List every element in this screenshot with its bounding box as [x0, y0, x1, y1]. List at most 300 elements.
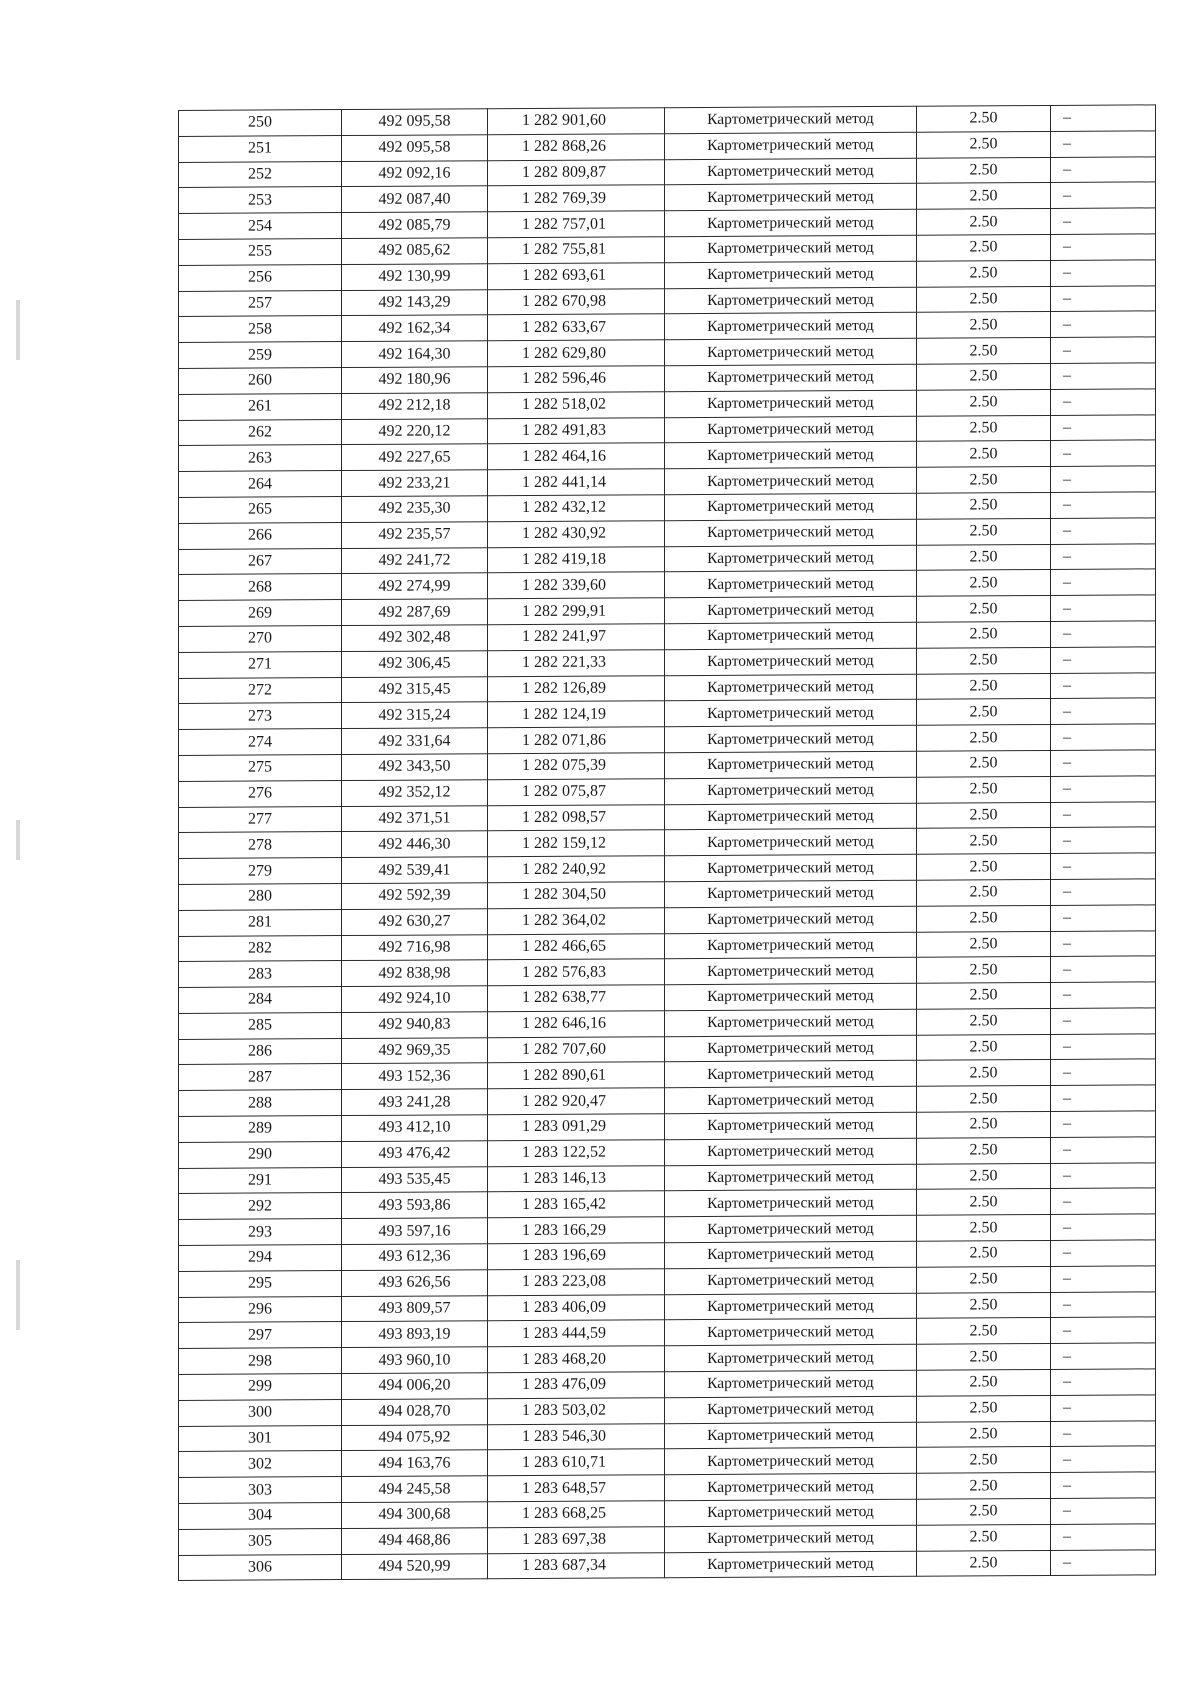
accuracy-cell: 2.50 — [917, 157, 1051, 184]
point-number-cell: 257 — [179, 290, 342, 317]
point-number-cell: 300 — [179, 1399, 342, 1426]
accuracy-cell: 2.50 — [917, 1008, 1051, 1035]
accuracy-cell: 2.50 — [917, 544, 1051, 571]
x-coordinate-cell: 493 476,42 — [342, 1141, 488, 1168]
point-number-cell: 269 — [179, 600, 342, 627]
point-number-cell: 253 — [179, 187, 342, 214]
y-coordinate-cell: 1 283 687,34 — [488, 1552, 665, 1579]
method-cell: Картометрический метод — [665, 1009, 917, 1036]
method-cell: Картометрический метод — [665, 1473, 917, 1500]
note-cell: – — [1051, 930, 1156, 956]
accuracy-cell: 2.50 — [917, 1447, 1051, 1474]
method-cell: Картометрический метод — [665, 1035, 917, 1062]
method-cell: Картометрический метод — [665, 545, 917, 572]
point-number-cell: 292 — [179, 1193, 342, 1220]
method-cell: Картометрический метод — [665, 132, 917, 159]
y-coordinate-cell: 1 282 757,01 — [488, 211, 665, 238]
note-cell: – — [1051, 1266, 1156, 1292]
x-coordinate-cell: 493 597,16 — [342, 1218, 488, 1245]
point-number-cell: 305 — [179, 1528, 342, 1555]
y-coordinate-cell: 1 283 146,13 — [488, 1165, 665, 1192]
method-cell: Картометрический метод — [665, 1293, 917, 1320]
method-cell: Картометрический метод — [665, 880, 917, 907]
accuracy-cell: 2.50 — [917, 1395, 1051, 1422]
accuracy-cell: 2.50 — [917, 1112, 1051, 1139]
accuracy-cell: 2.50 — [917, 105, 1051, 132]
y-coordinate-cell: 1 282 240,92 — [488, 856, 665, 883]
y-coordinate-cell: 1 282 075,39 — [488, 753, 665, 780]
x-coordinate-cell: 493 809,57 — [342, 1295, 488, 1322]
y-coordinate-cell: 1 282 098,57 — [488, 804, 665, 831]
note-cell: – — [1051, 156, 1156, 182]
note-cell: – — [1051, 1034, 1156, 1060]
accuracy-cell: 2.50 — [917, 699, 1051, 726]
point-number-cell: 261 — [179, 393, 342, 420]
y-coordinate-cell: 1 282 670,98 — [488, 288, 665, 315]
note-cell: – — [1051, 1446, 1156, 1472]
accuracy-cell: 2.50 — [917, 1318, 1051, 1345]
point-number-cell: 306 — [179, 1554, 342, 1581]
coordinates-table-wrapper — [178, 104, 1155, 1581]
point-number-cell: 293 — [179, 1219, 342, 1246]
accuracy-cell: 2.50 — [917, 725, 1051, 752]
y-coordinate-cell: 1 283 122,52 — [488, 1140, 665, 1167]
x-coordinate-cell: 494 468,86 — [342, 1528, 488, 1555]
y-coordinate-cell: 1 282 638,77 — [488, 985, 665, 1012]
accuracy-cell: 2.50 — [917, 1473, 1051, 1500]
accuracy-cell: 2.50 — [917, 931, 1051, 958]
y-coordinate-cell: 1 283 406,09 — [488, 1294, 665, 1321]
accuracy-cell: 2.50 — [917, 131, 1051, 158]
accuracy-cell: 2.50 — [917, 467, 1051, 494]
x-coordinate-cell: 492 085,79 — [342, 212, 488, 239]
point-number-cell: 268 — [179, 574, 342, 601]
note-cell: – — [1051, 1421, 1156, 1447]
note-cell: – — [1051, 853, 1156, 879]
y-coordinate-cell: 1 282 466,65 — [488, 933, 665, 960]
scan-margin-mark — [16, 1260, 20, 1330]
accuracy-cell: 2.50 — [917, 1292, 1051, 1319]
x-coordinate-cell: 493 593,86 — [342, 1192, 488, 1219]
accuracy-cell: 2.50 — [917, 260, 1051, 287]
point-number-cell: 278 — [179, 832, 342, 859]
note-cell: – — [1051, 1163, 1156, 1189]
method-cell: Картометрический метод — [665, 442, 917, 469]
y-coordinate-cell: 1 282 126,89 — [488, 675, 665, 702]
x-coordinate-cell: 492 969,35 — [342, 1037, 488, 1064]
note-cell: – — [1051, 1498, 1156, 1524]
x-coordinate-cell: 492 212,18 — [342, 392, 488, 419]
point-number-cell: 270 — [179, 625, 342, 652]
method-cell: Картометрический метод — [665, 674, 917, 701]
method-cell: Картометрический метод — [665, 777, 917, 804]
x-coordinate-cell: 492 162,34 — [342, 315, 488, 342]
x-coordinate-cell: 492 180,96 — [342, 367, 488, 394]
accuracy-cell: 2.50 — [917, 854, 1051, 881]
y-coordinate-cell: 1 283 648,57 — [488, 1475, 665, 1502]
accuracy-cell: 2.50 — [917, 492, 1051, 519]
note-cell: – — [1051, 595, 1156, 621]
y-coordinate-cell: 1 282 707,60 — [488, 1036, 665, 1063]
note-cell: – — [1051, 131, 1156, 157]
method-cell: Картометрический метод — [665, 106, 917, 133]
point-number-cell: 295 — [179, 1270, 342, 1297]
note-cell: – — [1051, 956, 1156, 982]
y-coordinate-cell: 1 282 159,12 — [488, 830, 665, 857]
point-number-cell: 267 — [179, 548, 342, 575]
method-cell: Картометрический метод — [665, 1241, 917, 1268]
y-coordinate-cell: 1 282 633,67 — [488, 314, 665, 341]
y-coordinate-cell: 1 282 576,83 — [488, 959, 665, 986]
method-cell: Картометрический метод — [665, 751, 917, 778]
point-number-cell: 291 — [179, 1167, 342, 1194]
note-cell: – — [1051, 1137, 1156, 1163]
accuracy-cell: 2.50 — [917, 776, 1051, 803]
accuracy-cell: 2.50 — [917, 879, 1051, 906]
method-cell: Картометрический метод — [665, 1061, 917, 1088]
point-number-cell: 288 — [179, 1090, 342, 1117]
note-cell: – — [1051, 1008, 1156, 1034]
x-coordinate-cell: 494 028,70 — [342, 1399, 488, 1426]
method-cell: Картометрический метод — [665, 519, 917, 546]
point-number-cell: 283 — [179, 961, 342, 988]
x-coordinate-cell: 492 630,27 — [342, 908, 488, 935]
method-cell: Картометрический метод — [665, 1087, 917, 1114]
x-coordinate-cell: 492 220,12 — [342, 418, 488, 445]
x-coordinate-cell: 494 245,58 — [342, 1476, 488, 1503]
point-number-cell: 289 — [179, 1116, 342, 1143]
x-coordinate-cell: 492 592,39 — [342, 883, 488, 910]
y-coordinate-cell: 1 283 166,29 — [488, 1217, 665, 1244]
method-cell: Картометрический метод — [665, 1499, 917, 1526]
accuracy-cell: 2.50 — [917, 415, 1051, 442]
note-cell: – — [1051, 1085, 1156, 1111]
point-number-cell: 279 — [179, 858, 342, 885]
y-coordinate-cell: 1 282 920,47 — [488, 1088, 665, 1115]
accuracy-cell: 2.50 — [917, 518, 1051, 545]
note-cell: – — [1051, 801, 1156, 827]
note-cell: – — [1051, 1369, 1156, 1395]
note-cell: – — [1051, 492, 1156, 518]
x-coordinate-cell: 492 302,48 — [342, 625, 488, 652]
y-coordinate-cell: 1 283 165,42 — [488, 1191, 665, 1218]
note-cell: – — [1051, 621, 1156, 647]
y-coordinate-cell: 1 282 241,97 — [488, 624, 665, 651]
note-cell: – — [1051, 1395, 1156, 1421]
point-number-cell: 252 — [179, 161, 342, 188]
y-coordinate-cell: 1 282 124,19 — [488, 701, 665, 728]
method-cell: Картометрический метод — [665, 854, 917, 881]
point-number-cell: 271 — [179, 651, 342, 678]
y-coordinate-cell: 1 282 430,92 — [488, 520, 665, 547]
x-coordinate-cell: 494 006,20 — [342, 1373, 488, 1400]
note-cell: – — [1051, 260, 1156, 286]
point-number-cell: 262 — [179, 419, 342, 446]
method-cell: Картометрический метод — [665, 983, 917, 1010]
method-cell: Картометрический метод — [665, 1216, 917, 1243]
method-cell: Картометрический метод — [665, 1525, 917, 1552]
note-cell: – — [1051, 1111, 1156, 1137]
point-number-cell: 294 — [179, 1245, 342, 1272]
y-coordinate-cell: 1 282 868,26 — [488, 133, 665, 160]
method-cell: Картометрический метод — [665, 571, 917, 598]
x-coordinate-cell: 492 235,30 — [342, 496, 488, 523]
method-cell: Картометрический метод — [665, 287, 917, 314]
note-cell: – — [1051, 311, 1156, 337]
method-cell: Картометрический метод — [665, 1138, 917, 1165]
point-number-cell: 284 — [179, 987, 342, 1014]
method-cell: Картометрический метод — [665, 725, 917, 752]
point-number-cell: 281 — [179, 909, 342, 936]
accuracy-cell: 2.50 — [917, 1266, 1051, 1293]
y-coordinate-cell: 1 282 339,60 — [488, 572, 665, 599]
method-cell: Картометрический метод — [665, 261, 917, 288]
point-number-cell: 297 — [179, 1322, 342, 1349]
accuracy-cell: 2.50 — [917, 1137, 1051, 1164]
x-coordinate-cell: 493 893,19 — [342, 1321, 488, 1348]
accuracy-cell: 2.50 — [917, 828, 1051, 855]
x-coordinate-cell: 493 960,10 — [342, 1347, 488, 1374]
accuracy-cell: 2.50 — [917, 1344, 1051, 1371]
note-cell: – — [1051, 337, 1156, 363]
x-coordinate-cell: 492 095,58 — [342, 135, 488, 162]
note-cell: – — [1051, 285, 1156, 311]
x-coordinate-cell: 492 371,51 — [342, 805, 488, 832]
note-cell: – — [1051, 1343, 1156, 1369]
point-number-cell: 266 — [179, 522, 342, 549]
x-coordinate-cell: 492 095,58 — [342, 109, 488, 136]
y-coordinate-cell: 1 282 441,14 — [488, 469, 665, 496]
x-coordinate-cell: 492 924,10 — [342, 986, 488, 1013]
y-coordinate-cell: 1 282 646,16 — [488, 1011, 665, 1038]
accuracy-cell: 2.50 — [917, 570, 1051, 597]
method-cell: Картометрический метод — [665, 184, 917, 211]
method-cell: Картометрический метод — [665, 700, 917, 727]
accuracy-cell: 2.50 — [917, 983, 1051, 1010]
accuracy-cell: 2.50 — [917, 1086, 1051, 1113]
accuracy-cell: 2.50 — [917, 750, 1051, 777]
point-number-cell: 258 — [179, 316, 342, 343]
point-number-cell: 298 — [179, 1348, 342, 1375]
y-coordinate-cell: 1 282 769,39 — [488, 185, 665, 212]
x-coordinate-cell: 492 235,57 — [342, 521, 488, 548]
note-cell: – — [1051, 1524, 1156, 1550]
y-coordinate-cell: 1 282 221,33 — [488, 649, 665, 676]
point-number-cell: 274 — [179, 729, 342, 756]
note-cell: – — [1051, 105, 1156, 131]
point-number-cell: 282 — [179, 935, 342, 962]
x-coordinate-cell: 492 716,98 — [342, 934, 488, 961]
method-cell: Картометрический метод — [665, 235, 917, 262]
point-number-cell: 290 — [179, 1141, 342, 1168]
point-number-cell: 260 — [179, 368, 342, 395]
note-cell: – — [1051, 1292, 1156, 1318]
accuracy-cell: 2.50 — [917, 1550, 1051, 1577]
method-cell: Картометрический метод — [665, 803, 917, 830]
point-number-cell: 304 — [179, 1503, 342, 1530]
table-row — [179, 1549, 1156, 1580]
y-coordinate-cell: 1 282 075,87 — [488, 778, 665, 805]
y-coordinate-cell: 1 283 196,69 — [488, 1243, 665, 1270]
accuracy-cell: 2.50 — [917, 1189, 1051, 1216]
method-cell: Картометрический метод — [665, 622, 917, 649]
x-coordinate-cell: 492 446,30 — [342, 831, 488, 858]
method-cell: Картометрический метод — [665, 1190, 917, 1217]
y-coordinate-cell: 1 282 901,60 — [488, 108, 665, 135]
method-cell: Картометрический метод — [665, 364, 917, 391]
x-coordinate-cell: 492 315,24 — [342, 702, 488, 729]
point-number-cell: 302 — [179, 1451, 342, 1478]
y-coordinate-cell: 1 283 697,38 — [488, 1527, 665, 1554]
note-cell: – — [1051, 776, 1156, 802]
accuracy-cell: 2.50 — [917, 1034, 1051, 1061]
y-coordinate-cell: 1 283 444,59 — [488, 1320, 665, 1347]
point-number-cell: 273 — [179, 703, 342, 730]
x-coordinate-cell: 492 539,41 — [342, 857, 488, 884]
x-coordinate-cell: 493 626,56 — [342, 1270, 488, 1297]
method-cell: Картометрический метод — [665, 158, 917, 185]
point-number-cell: 285 — [179, 1012, 342, 1039]
point-number-cell: 301 — [179, 1425, 342, 1452]
point-number-cell: 296 — [179, 1296, 342, 1323]
accuracy-cell: 2.50 — [917, 312, 1051, 339]
note-cell: – — [1051, 724, 1156, 750]
note-cell: – — [1051, 1059, 1156, 1085]
x-coordinate-cell: 492 092,16 — [342, 160, 488, 187]
point-number-cell: 287 — [179, 1064, 342, 1091]
x-coordinate-cell: 492 838,98 — [342, 960, 488, 987]
method-cell: Картометрический метод — [665, 1319, 917, 1346]
accuracy-cell: 2.50 — [917, 234, 1051, 261]
y-coordinate-cell: 1 282 809,87 — [488, 159, 665, 186]
accuracy-cell: 2.50 — [917, 338, 1051, 365]
x-coordinate-cell: 492 331,64 — [342, 728, 488, 755]
method-cell: Картометрический метод — [665, 1448, 917, 1475]
note-cell: – — [1051, 414, 1156, 440]
accuracy-cell: 2.50 — [917, 1163, 1051, 1190]
method-cell: Картометрический метод — [665, 1344, 917, 1371]
x-coordinate-cell: 492 164,30 — [342, 341, 488, 368]
note-cell: – — [1051, 672, 1156, 698]
y-coordinate-cell: 1 282 464,16 — [488, 443, 665, 470]
x-coordinate-cell: 492 352,12 — [342, 779, 488, 806]
accuracy-cell: 2.50 — [917, 183, 1051, 210]
x-coordinate-cell: 493 152,36 — [342, 1063, 488, 1090]
accuracy-cell: 2.50 — [917, 1421, 1051, 1448]
note-cell: – — [1051, 1317, 1156, 1343]
accuracy-cell: 2.50 — [917, 441, 1051, 468]
y-coordinate-cell: 1 283 546,30 — [488, 1423, 665, 1450]
x-coordinate-cell: 493 241,28 — [342, 1089, 488, 1116]
x-coordinate-cell: 493 612,36 — [342, 1244, 488, 1271]
note-cell: – — [1051, 363, 1156, 389]
method-cell: Картометрический метод — [665, 958, 917, 985]
x-coordinate-cell: 492 227,65 — [342, 444, 488, 471]
point-number-cell: 250 — [179, 110, 342, 137]
point-number-cell: 275 — [179, 754, 342, 781]
point-number-cell: 255 — [179, 239, 342, 266]
scan-margin-mark — [16, 820, 20, 860]
note-cell: – — [1051, 440, 1156, 466]
coordinates-table-body — [179, 105, 1156, 1581]
y-coordinate-cell: 1 282 299,91 — [488, 598, 665, 625]
note-cell: – — [1051, 647, 1156, 673]
accuracy-cell: 2.50 — [917, 647, 1051, 674]
note-cell: – — [1051, 905, 1156, 931]
method-cell: Картометрический метод — [665, 1422, 917, 1449]
point-number-cell: 264 — [179, 471, 342, 498]
y-coordinate-cell: 1 283 610,71 — [488, 1449, 665, 1476]
point-number-cell: 251 — [179, 135, 342, 162]
x-coordinate-cell: 492 274,99 — [342, 573, 488, 600]
x-coordinate-cell: 492 315,45 — [342, 676, 488, 703]
accuracy-cell: 2.50 — [917, 596, 1051, 623]
method-cell: Картометрический метод — [665, 467, 917, 494]
note-cell: – — [1051, 182, 1156, 208]
y-coordinate-cell: 1 282 629,80 — [488, 340, 665, 367]
y-coordinate-cell: 1 283 091,29 — [488, 1114, 665, 1141]
x-coordinate-cell: 492 087,40 — [342, 186, 488, 213]
accuracy-cell: 2.50 — [917, 1524, 1051, 1551]
accuracy-cell: 2.50 — [917, 1215, 1051, 1242]
method-cell: Картометрический метод — [665, 209, 917, 236]
method-cell: Картометрический метод — [665, 829, 917, 856]
note-cell: – — [1051, 1240, 1156, 1266]
x-coordinate-cell: 492 343,50 — [342, 754, 488, 781]
point-number-cell: 277 — [179, 806, 342, 833]
x-coordinate-cell: 492 233,21 — [342, 470, 488, 497]
method-cell: Картометрический метод — [665, 1267, 917, 1294]
accuracy-cell: 2.50 — [917, 389, 1051, 416]
y-coordinate-cell: 1 282 890,61 — [488, 1062, 665, 1089]
method-cell: Картометрический метод — [665, 313, 917, 340]
point-number-cell: 254 — [179, 213, 342, 240]
y-coordinate-cell: 1 282 364,02 — [488, 907, 665, 934]
x-coordinate-cell: 492 143,29 — [342, 289, 488, 316]
method-cell: Картометрический метод — [665, 390, 917, 417]
point-number-cell: 272 — [179, 677, 342, 704]
method-cell: Картометрический метод — [665, 1112, 917, 1139]
note-cell: – — [1051, 879, 1156, 905]
y-coordinate-cell: 1 282 304,50 — [488, 882, 665, 909]
y-coordinate-cell: 1 282 755,81 — [488, 237, 665, 264]
x-coordinate-cell: 492 287,69 — [342, 599, 488, 626]
accuracy-cell: 2.50 — [917, 1060, 1051, 1087]
note-cell: – — [1051, 518, 1156, 544]
note-cell: – — [1051, 1472, 1156, 1498]
point-number-cell: 280 — [179, 883, 342, 910]
method-cell: Картометрический метод — [665, 932, 917, 959]
accuracy-cell: 2.50 — [917, 957, 1051, 984]
point-number-cell: 299 — [179, 1374, 342, 1401]
method-cell: Картометрический метод — [665, 596, 917, 623]
note-cell: – — [1051, 1549, 1156, 1575]
accuracy-cell: 2.50 — [917, 1241, 1051, 1268]
note-cell: – — [1051, 1214, 1156, 1240]
point-number-cell: 276 — [179, 780, 342, 807]
x-coordinate-cell: 492 085,62 — [342, 238, 488, 265]
accuracy-cell: 2.50 — [917, 1370, 1051, 1397]
x-coordinate-cell: 492 130,99 — [342, 263, 488, 290]
y-coordinate-cell: 1 282 693,61 — [488, 262, 665, 289]
x-coordinate-cell: 494 300,68 — [342, 1502, 488, 1529]
y-coordinate-cell: 1 282 491,83 — [488, 417, 665, 444]
x-coordinate-cell: 493 412,10 — [342, 1115, 488, 1142]
accuracy-cell: 2.50 — [917, 621, 1051, 648]
y-coordinate-cell: 1 283 668,25 — [488, 1501, 665, 1528]
point-number-cell: 303 — [179, 1477, 342, 1504]
method-cell: Картометрический метод — [665, 493, 917, 520]
